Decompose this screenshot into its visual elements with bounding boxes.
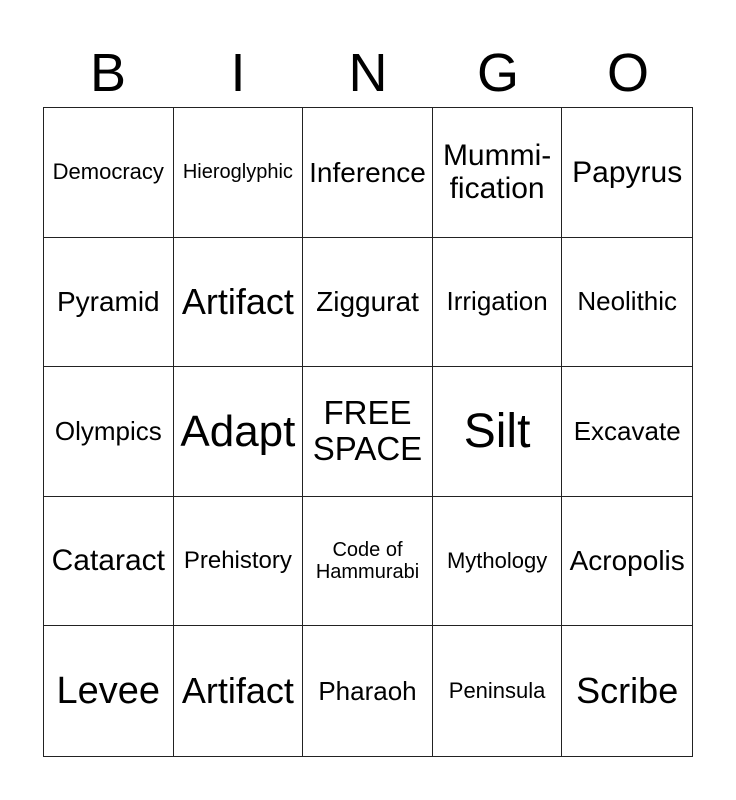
bingo-cell-r3c2 [174,367,304,497]
cell-text: Cataract [51,544,165,578]
bingo-header [43,40,693,106]
cell-text: Artifact [181,670,294,712]
header-letter-g: G [476,43,519,103]
cell-text: Acropolis [569,545,685,577]
cell-text: Levee [56,669,161,712]
cell-text: Neolithic [577,286,678,317]
header-letter-n: N [348,43,388,103]
cell-text: Democracy [52,158,164,184]
bingo-cell-r3c4 [433,367,563,497]
cell-text: Pyramid [56,286,160,318]
cell-text: Scribe [576,670,679,712]
cell-text: Hieroglyphic [182,161,293,184]
bingo-cell-r5c4 [433,626,563,756]
cell-text: Papyrus [572,155,683,189]
bingo-cell-r1c1 [44,108,174,238]
free-space-text: FREE SPACE [312,393,423,468]
bingo-cell-r4c1 [44,497,174,627]
bingo-cell-r3c5 [562,367,692,497]
bingo-cell-r1c3 [303,108,433,238]
bingo-cell-r5c3 [303,626,433,756]
cell-text: Silt [463,404,531,458]
bingo-cell-r1c4 [433,108,563,238]
cell-text: Excavate [573,415,681,446]
cell-text: Code of Hammurabi [315,538,420,584]
bingo-cell-r2c5 [562,238,692,368]
cell-text: Mummi- fication [442,138,552,206]
header-letter-i: I [230,43,246,103]
cell-text: Artifact [181,280,294,322]
bingo-cell-r4c3 [303,497,433,627]
bingo-cell-r5c1 [44,626,174,756]
bingo-cell-r4c5 [562,497,692,627]
bingo-cell-r3c1 [44,367,174,497]
bingo-cell-r5c5 [562,626,692,756]
cell-text: Inference [309,156,426,188]
cell-text: Irrigation [446,286,548,317]
bingo-cell-r5c2 [174,626,304,756]
cell-text: Prehistory [183,546,292,574]
cell-text: Adapt [180,406,296,456]
header-letter-o: O [606,43,649,103]
cell-text: Olympics [54,415,162,446]
cell-text: Ziggurat [316,286,419,318]
bingo-cell-r1c2 [174,108,304,238]
bingo-board [43,107,693,757]
bingo-cell-r4c4 [433,497,563,627]
bingo-cell-r2c4 [433,238,563,368]
bingo-cell-r2c3 [303,238,433,368]
bingo-cell-r1c5 [562,108,692,238]
cell-text: Peninsula [448,677,546,703]
bingo-cell-r2c2 [174,238,304,368]
bingo-cell-r4c2 [174,497,304,627]
bingo-cell-r3c3 [303,367,433,497]
header-letter-b: B [89,43,127,103]
bingo-cell-r2c1 [44,238,174,368]
cell-text: Mythology [446,547,548,573]
cell-text: Pharaoh [318,675,417,706]
